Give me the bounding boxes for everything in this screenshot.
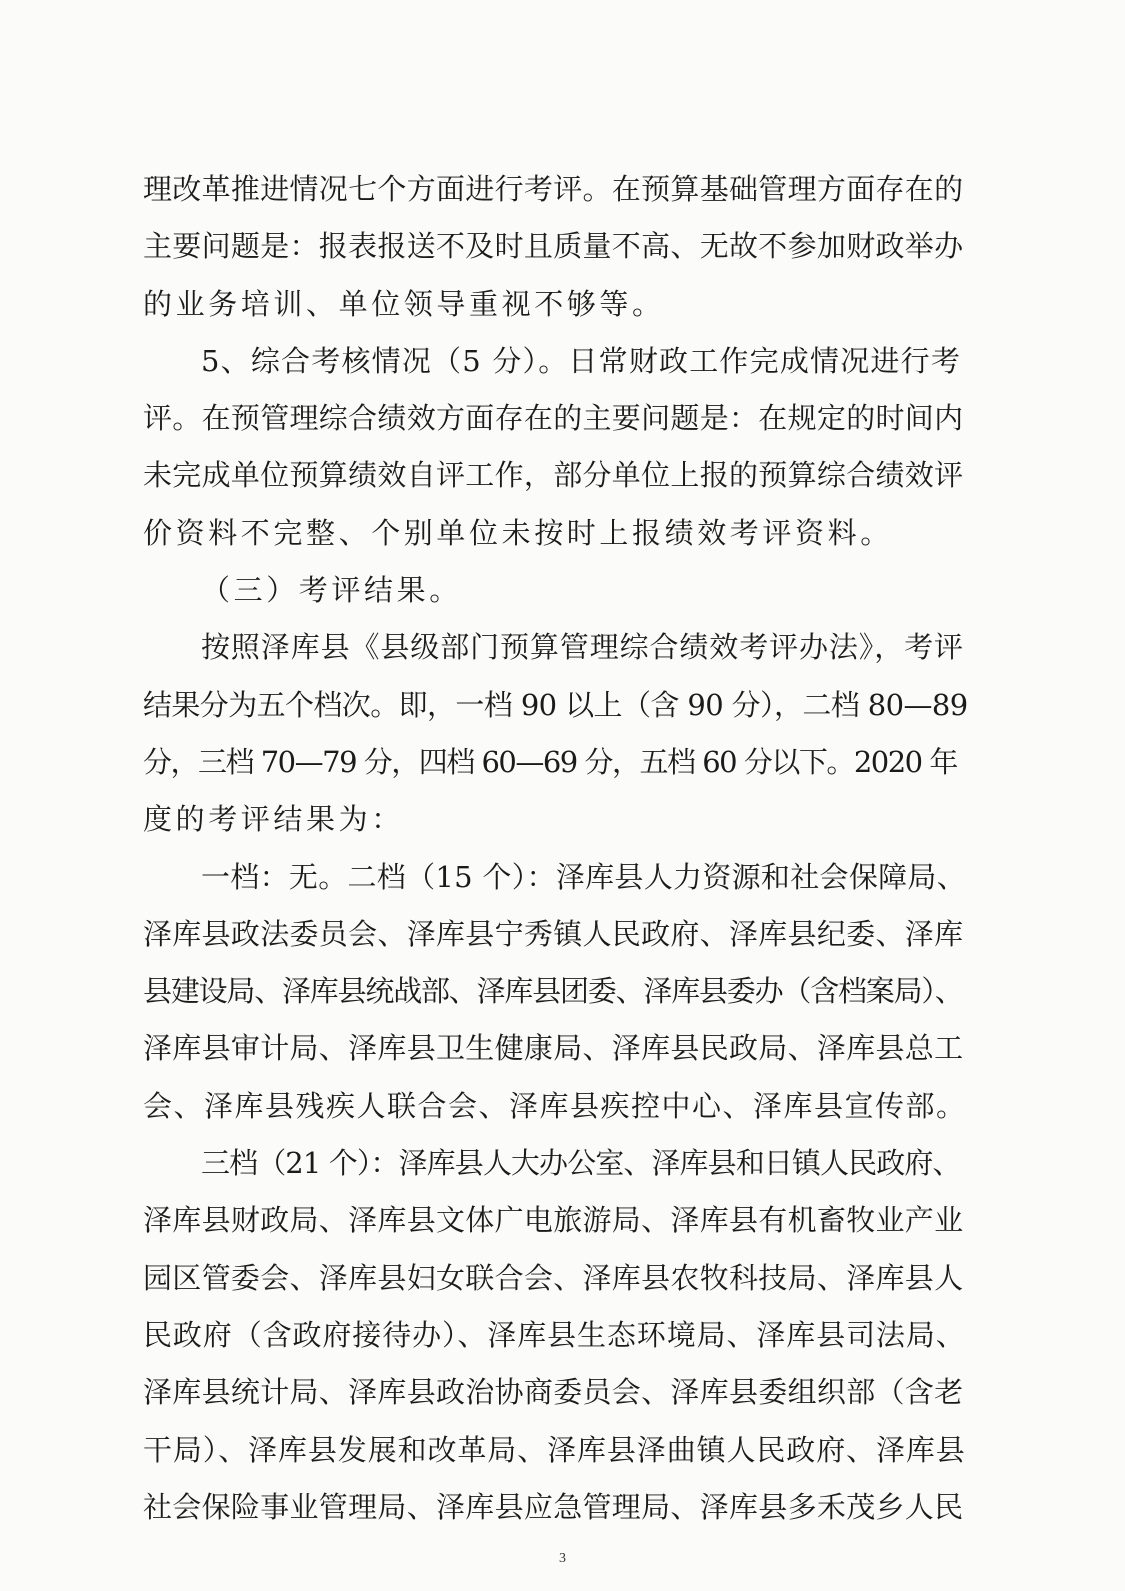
text-line: 未完成单位预算绩效自评工作，部分单位上报的预算综合绩效评 (143, 458, 964, 493)
text-line: 价资料不完整、个别单位未按时上报绩效考评资料。 (143, 515, 893, 550)
text-line: 园区管委会、泽库县妇女联合会、泽库县农牧科技局、泽库县人 (143, 1260, 964, 1295)
text-line: 的业务培训、单位领导重视不够等。 (143, 286, 665, 321)
text-line: 泽库县审计局、泽库县卫生健康局、泽库县民政局、泽库县总工 (143, 1031, 964, 1066)
text-line: 县建设局、泽库县统战部、泽库县团委、泽库县委办（含档案局）、 (143, 974, 963, 1009)
text-line: 5、综合考核情况（5 分）。日常财政工作完成情况进行考 (201, 343, 962, 378)
text-line: 结果分为五个档次。即，一档 90 以上（含 90 分），二档 80—89 (143, 687, 968, 722)
text-line: 理改革推进情况七个方面进行考评。在预算基础管理方面存在的 (143, 172, 964, 206)
text-line: 泽库县财政局、泽库县文体广电旅游局、泽库县有机畜牧业产业 (143, 1203, 964, 1238)
text-line: 社会保险事业管理局、泽库县应急管理局、泽库县多禾茂乡人民 (143, 1489, 964, 1524)
page-number: 3 (559, 1551, 566, 1566)
document-body (143, 161, 968, 1536)
text-line: 一档：无。二档（15 个）：泽库县人力资源和社会保障局、 (201, 859, 967, 894)
text-line: 按照泽库县《县级部门预算管理综合绩效考评办法》，考评 (201, 630, 964, 665)
text-line: 主要问题是：报表报送不及时且质量不高、无故不参加财政举办 (143, 229, 964, 264)
text-line: 民政府（含政府接待办）、泽库县生态环境局、泽库县司法局、 (143, 1317, 966, 1352)
text-line: 泽库县统计局、泽库县政治协商委员会、泽库县委组织部（含老 (143, 1375, 964, 1410)
text-line: （三）考评结果。 (201, 573, 462, 608)
text-line: 分，三档 70—79 分，四档 60—69 分，五档 60 分以下。2020 年 (143, 744, 957, 779)
text-line: 三档（21 个）：泽库县人大办公室、泽库县和日镇人民政府、 (201, 1146, 961, 1181)
text-line: 度的考评结果为： (143, 802, 404, 837)
text-line: 会、泽库县残疾人联合会、泽库县疾控中心、泽库县宣传部。 (143, 1088, 967, 1123)
text-line: 评。在预管理综合绩效方面存在的主要问题是：在规定的时间内 (143, 401, 964, 436)
text-line: 泽库县政法委员会、泽库县宁秀镇人民政府、泽库县纪委、泽库 (143, 916, 964, 951)
text-line: 干局）、泽库县发展和改革局、泽库县泽曲镇人民政府、泽库县 (143, 1432, 966, 1467)
